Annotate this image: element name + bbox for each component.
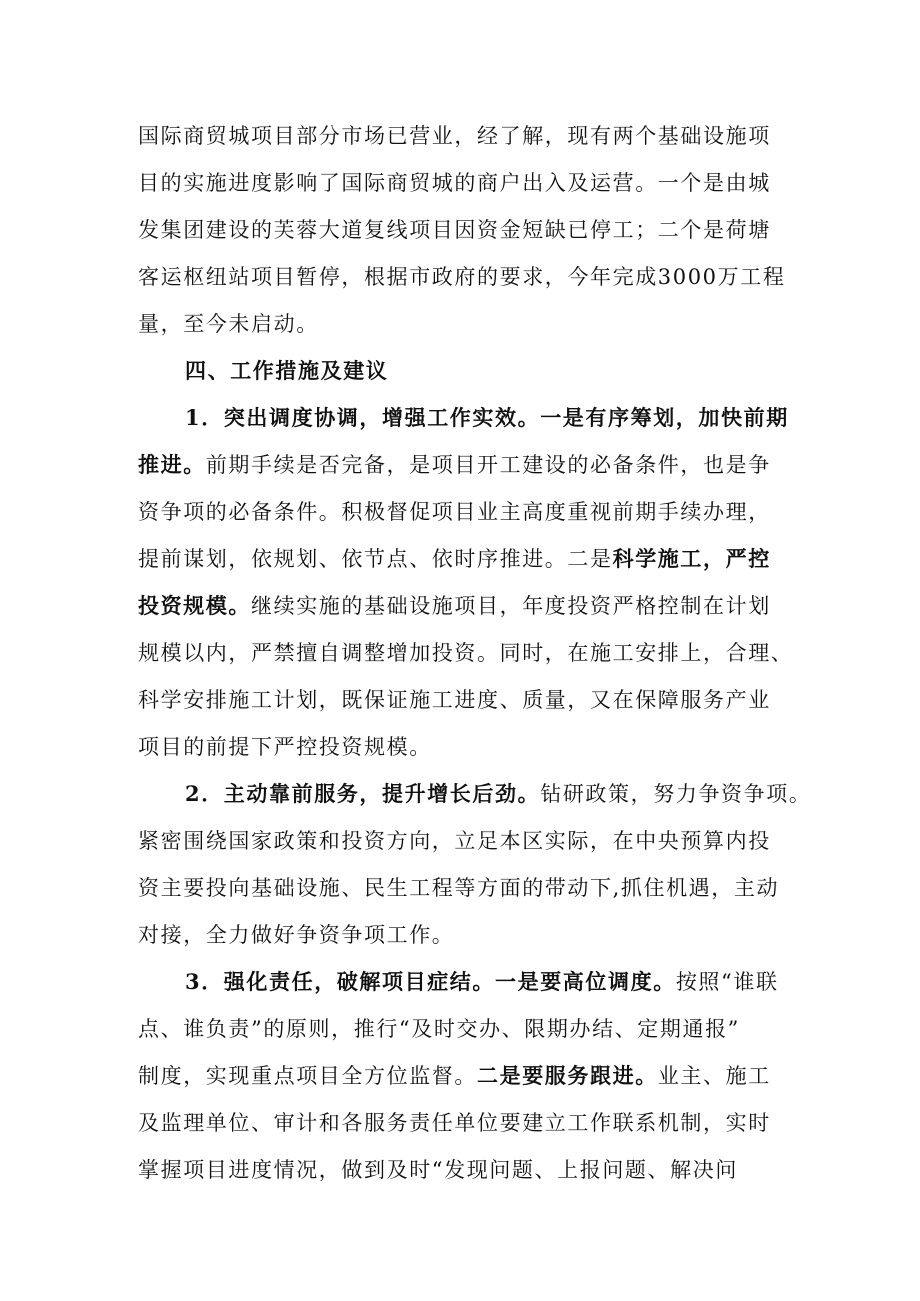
item1-line-2-rest: 前期手续是否完备，是项目开工建设的必备条件，也是争 (205, 453, 771, 477)
item3-line-2: 点、谁负责”的原则，推行“及时交办、限期办结、定期通报” (138, 1017, 741, 1041)
item1-line-5-rest: 继续实施的基础设施项目，年度投资严格控制在计划 (251, 594, 771, 618)
para1-line-5: 量，至今未启动。 (138, 312, 319, 336)
item3-line-3-bold: 二是要服务跟进。 (477, 1063, 658, 1088)
item3-line-1 (185, 968, 779, 996)
item2-line-1-bold: 2．主动靠前服务，提升增长后劲。 (185, 781, 541, 806)
item2-line-2: 紧密围绕国家政策和投资方向，立足本区实际，在中央预算内投 (138, 829, 771, 853)
item3-line-5: 掌握项目进度情况，做到及时“发现问题、上报问题、解决问 (138, 1158, 738, 1182)
para1-line-3: 发集团建设的芙蓉大道复线项目因资金短缺已停工；二个是荷塘 (138, 218, 771, 242)
item3-line-3-pre: 制度，实现重点项目全方位监督。 (138, 1064, 477, 1088)
item1-line-4-pre: 提前谋划，依规划、依节点、依时序推进。二是 (138, 547, 613, 571)
para1-line-4: 客运枢纽站项目暂停，根据市政府的要求，今年完成3000万工程 (138, 265, 786, 289)
section-heading: 四、工作措施及建议 (185, 358, 389, 383)
item2-line-3: 资主要投向基础设施、民生工程等方面的带动下,抓住机遇，主动 (138, 876, 780, 900)
item1-line-4-bold: 科学施工，严控 (612, 546, 771, 571)
item2-line-4: 对接，全力做好争资争项工作。 (138, 923, 455, 947)
item1-line-5-bold: 投资规模。 (138, 593, 251, 618)
item1-line-2 (138, 451, 771, 479)
item1-line-3: 资争项的必备条件。积极督促项目业主高度重视前期手续办理， (138, 500, 771, 524)
item3-line-4: 及监理单位、审计和各服务责任单位要建立工作联系机制，实时 (138, 1111, 771, 1135)
item1-line-6: 规模以内，严禁擅自调整增加投资。同时，在施工安排上，合理、 (138, 641, 794, 665)
item1-line-1: 1．突出调度协调，增强工作实效。一是有序筹划，加快前期 (185, 405, 789, 430)
para1-line-2: 目的实施进度影响了国际商贸城的商户出入及运营。一个是由城 (138, 171, 771, 195)
item3-line-3-rest: 业主、施工 (657, 1064, 771, 1088)
item1-line-8: 项目的前提下严控投资规模。 (138, 735, 432, 759)
item2-line-1 (185, 780, 811, 808)
item1-line-7: 科学安排施工计划，既保证施工进度、质量，又在保障服务产业 (138, 688, 771, 712)
item3-line-3 (138, 1062, 771, 1090)
item1-line-4 (138, 545, 771, 573)
item3-line-1-bold: 3．强化责任，破解项目症结。一是要高位调度。 (185, 969, 676, 994)
para1-line-1: 国际商贸城项目部分市场已营业，经了解，现有两个基础设施项 (138, 124, 771, 148)
item3-line-1-rest: 按照“谁联 (675, 970, 779, 994)
item1-line-2-bold: 推进。 (138, 452, 206, 477)
item1-line-5 (138, 592, 771, 620)
item2-line-1-rest: 钻研政策，努力争资争项。 (540, 782, 812, 806)
